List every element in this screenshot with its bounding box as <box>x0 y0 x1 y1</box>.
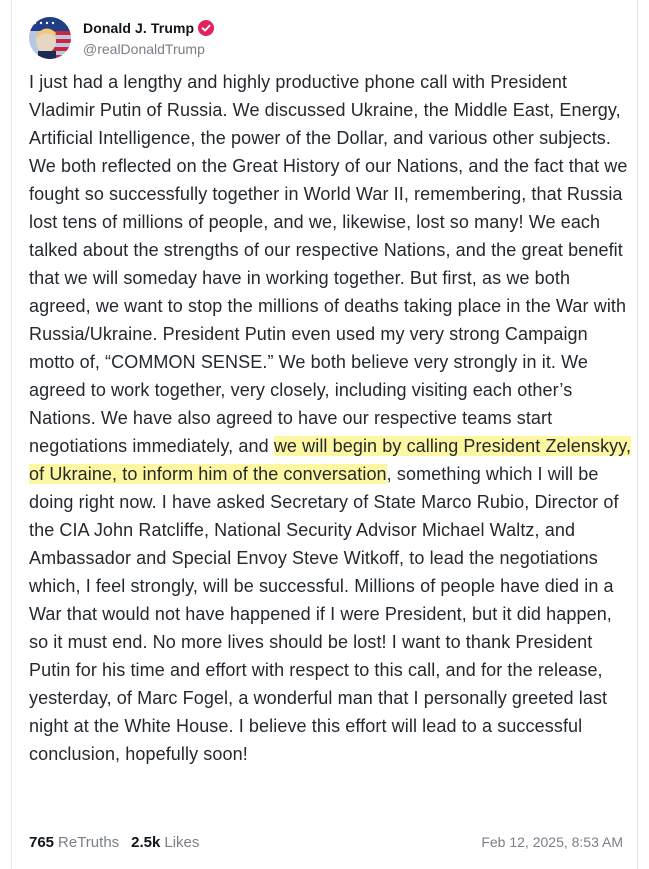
post-text-part: , something which I will be doing right now. I have asked Secretary of State Marco Rubio, Director of the CIA John Ratcliffe, National Security Advisor Michael Waltz, and Ambassador and Special Envoy Steve Witkoff, to lead the negotiations which, I feel strongly, will be successful. Millions of people have died in a War that would not have happened if I were President, but it did happen, so it must end. No more lives should be lost! I want to thank President Putin for his time and effort with respect to this call, and for the release, yesterday, of Marc Fogel, a wonderful man that I personally greeted last night at the White House. I believe this effort will lead to a successful conclusion, hopefully soon! <box>29 464 619 764</box>
profile-photo-icon <box>29 17 71 59</box>
likes-count: 2.5k <box>131 833 161 851</box>
verified-badge-icon <box>198 20 214 36</box>
likes-stat[interactable] <box>131 834 199 851</box>
likes-label: Likes <box>164 833 200 851</box>
post-header <box>29 16 214 60</box>
author-handle[interactable]: @realDonaldTrump <box>83 41 205 57</box>
post-card <box>11 0 638 869</box>
author-display-name[interactable]: Donald J. Trump <box>83 20 195 36</box>
author-name-row <box>83 17 214 39</box>
retruths-label: ReTruths <box>58 833 120 851</box>
post-timestamp[interactable]: Feb 12, 2025, 8:53 AM <box>481 834 623 850</box>
avatar[interactable] <box>29 17 71 59</box>
retruths-stat[interactable] <box>29 834 119 851</box>
post-footer <box>29 830 623 854</box>
author-info <box>83 17 214 59</box>
post-text <box>29 68 633 768</box>
highlighted-text: we will begin by calling President Zelenskyy, of Ukraine, to inform him of the conversation <box>29 436 632 484</box>
post-text-part: I just had a lengthy and highly productive phone call with President Vladimir Putin of Russia. We discussed Ukraine, the Middle East, Energy, Artificial Intelligence, the power of the Dollar, and various other subjects. We both reflected on the Great History of our Nations, and the fact that we fought so successfully together in World War II, remembering, that Russia lost tens of millions of people, and we, likewise, lost so many! We each talked about the strengths of our respective Nations, and the great benefit that we will someday have in working together. But first, as we both agreed, we want to stop the millions of deaths taking place in the War with Russia/Ukraine. President Putin even used my very strong Campaign motto of, “COMMON SENSE.” We both believe very strongly in it. We agreed to work together, very closely, including visiting each other’s Nations. We have also agreed to have our respective teams start negotiations immediately, and <box>29 72 628 456</box>
retruths-count: 765 <box>29 833 55 851</box>
